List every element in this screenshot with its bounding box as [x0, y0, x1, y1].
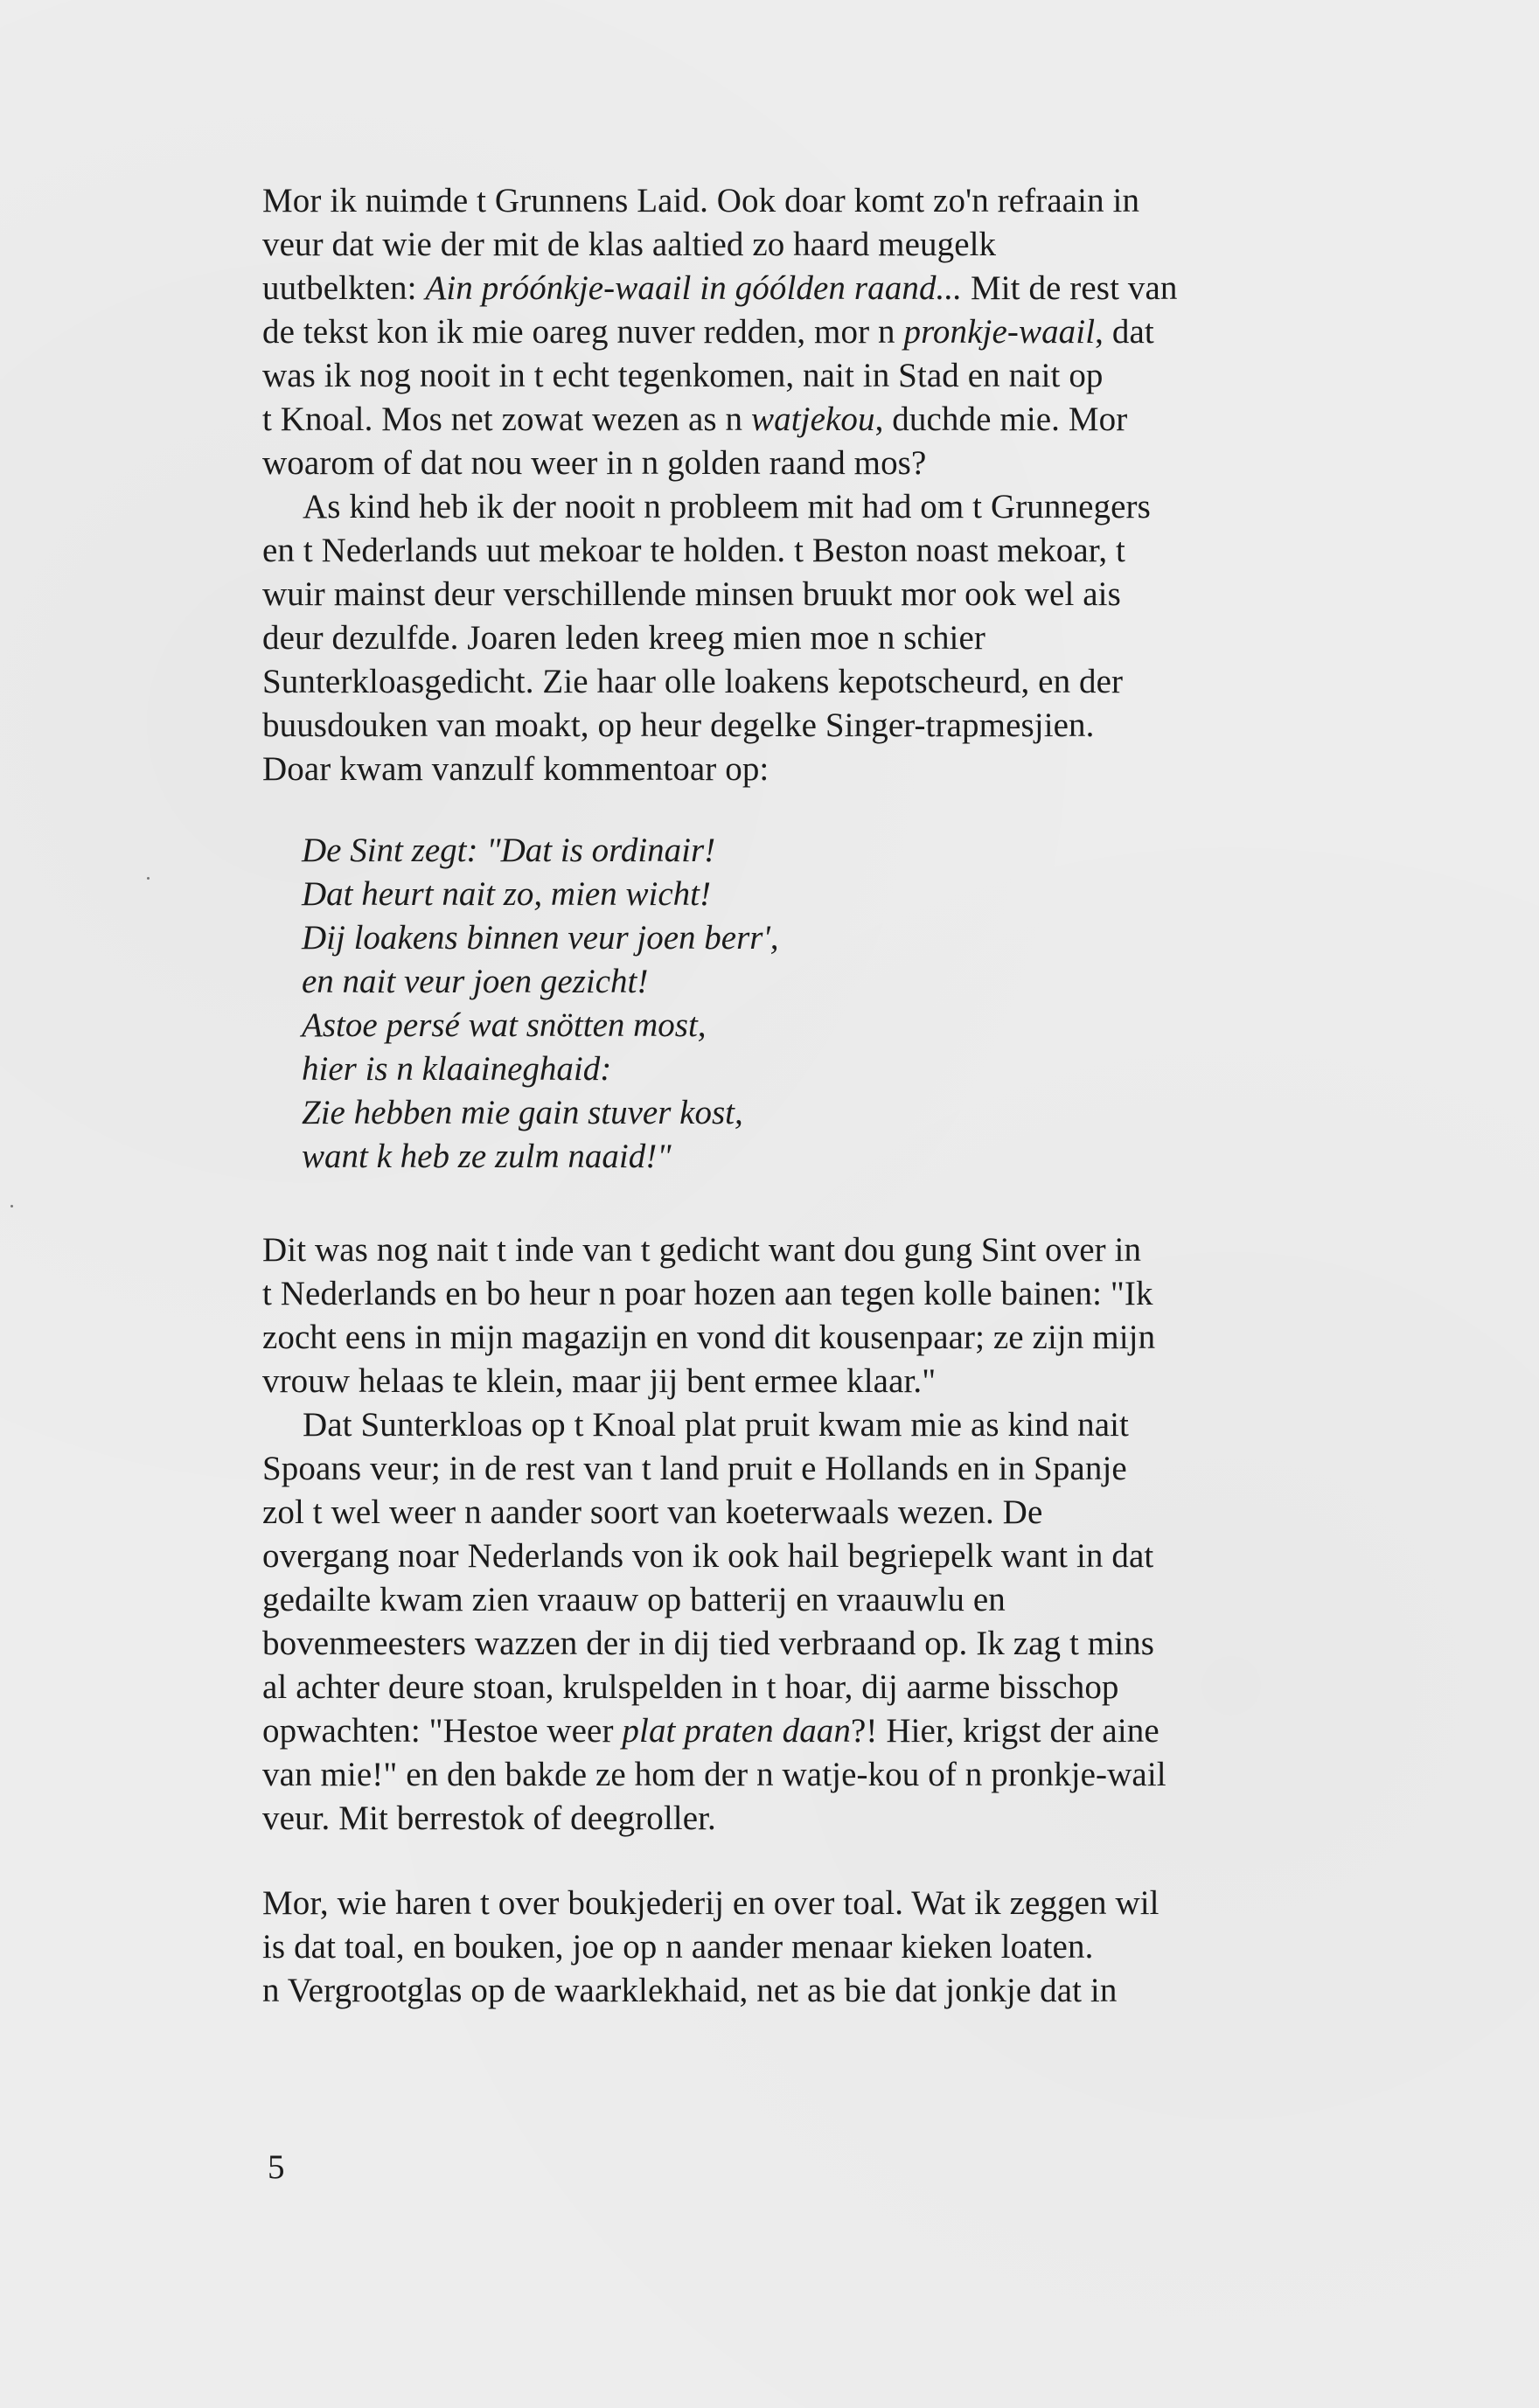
- poem: [302, 829, 1264, 1179]
- text-span: t Knoal. Mos net zowat wezen as n: [262, 400, 751, 438]
- poem-line: en nait veur joen gezicht!: [302, 963, 649, 1000]
- scan-speck: [10, 1205, 13, 1207]
- text-line: [262, 310, 1364, 354]
- scan-speck: [147, 877, 150, 880]
- text-line: [262, 267, 1364, 310]
- text-line: zol t wel weer n aander soort van koeterwaals wezen. De: [262, 1493, 1043, 1531]
- paragraph-2: [262, 485, 1364, 791]
- text-span: de tekst kon ik mie oareg nuver redden, mor n: [262, 313, 904, 351]
- text-line: zocht eens in mijn magazijn en vond dit kousenpaar; ze zijn mijn: [262, 1319, 1156, 1356]
- italic-term: pronkje-waail: [903, 313, 1096, 351]
- poem-line: Dat heurt nait zo, mien wicht!: [302, 875, 711, 913]
- text-line: n Vergrootglas op de waarklekhaid, net as bie dat jonkje dat in: [262, 1972, 1118, 2009]
- text-line: Dat Sunterkloas op t Knoal plat pruit kwam mie as kind nait: [303, 1406, 1129, 1444]
- paragraph-4: [262, 1403, 1364, 1841]
- poem-line: Dij loakens binnen veur joen berr',: [302, 919, 779, 957]
- text-line: [262, 398, 1364, 442]
- paragraph-3: [262, 1228, 1364, 1403]
- text-line: van mie!" en den bakde ze hom der n watje-kou of n pronkje-wail: [262, 1756, 1166, 1793]
- text-line: Dit was nog nait t inde van t gedicht want dou gung Sint over in: [262, 1231, 1142, 1269]
- text-line: bovenmeesters wazzen der in dij tied verbraand op. Ik zag t mins: [262, 1625, 1155, 1662]
- poem-line: De Sint zegt: "Dat is ordinair!: [302, 832, 716, 869]
- text-line: [262, 1709, 1364, 1753]
- text-line: woarom of dat nou weer in n golden raand mos?: [262, 444, 927, 482]
- text-span: ?! Hier, krigst der aine: [851, 1712, 1159, 1750]
- poem-line: want k heb ze zulm naaid!": [302, 1138, 672, 1175]
- poem-line: Astoe persé wat snötten most,: [302, 1006, 707, 1044]
- text-span: Mit de rest van: [962, 269, 1178, 307]
- paragraph-5: [262, 1882, 1364, 2013]
- poem-line: Zie hebben mie gain stuver kost,: [302, 1094, 743, 1131]
- italic-phrase: plat praten daan: [622, 1712, 851, 1750]
- text-line: t Nederlands en bo heur n poar hozen aan tegen kolle bainen: "Ik: [262, 1275, 1153, 1312]
- text-line: Sunterkloasgedicht. Zie haar olle loakens kepotscheurd, en der: [262, 663, 1124, 700]
- text-span: , duchde mie. Mor: [874, 400, 1128, 438]
- text-line: As kind heb ik der nooit n probleem mit had om t Grunnegers: [303, 488, 1151, 525]
- text-line: is dat toal, en bouken, joe op n aander menaar kieken loaten.: [262, 1928, 1094, 1966]
- text-line: al achter deure stoan, krulspelden in t hoar, dij aarme bisschop: [262, 1668, 1119, 1706]
- text-span: opwachten: "Hestoe weer: [262, 1712, 623, 1750]
- text-line: buusdouken van moakt, op heur degelke Singer-trapmesjien.: [262, 706, 1095, 744]
- text-line: veur. Mit berrestok of deegroller.: [262, 1799, 716, 1837]
- italic-refrain: Ain próónkje-waail in góólden raand...: [425, 269, 963, 307]
- text-line: vrouw helaas te klein, maar jij bent ermee klaar.": [262, 1362, 937, 1400]
- text-line: en t Nederlands uut mekoar te holden. t Beston noast mekoar, t: [262, 532, 1125, 569]
- text-line: deur dezulfde. Joaren leden kreeg mien moe n schier: [262, 619, 985, 657]
- text-line: Doar kwam vanzulf kommentoar op:: [262, 750, 770, 788]
- paragraph-1: [262, 179, 1364, 485]
- text-line: veur dat wie der mit de klas aaltied zo haard meugelk: [262, 226, 997, 263]
- text-line: Mor, wie haren t over boukjederij en over toal. Wat ik zeggen wil: [262, 1884, 1159, 1922]
- text-line: gedailte kwam zien vraauw op batterij en vraauwlu en: [262, 1581, 1006, 1618]
- text-span: , dat: [1095, 313, 1154, 351]
- text-line: wuir mainst deur verschillende minsen bruukt mor ook wel ais: [262, 575, 1121, 613]
- text-line: Mor ik nuimde t Grunnens Laid. Ook doar komt zo'n refraain in: [262, 182, 1140, 219]
- page-number: 5: [268, 2148, 285, 2186]
- text-line: overgang noar Nederlands von ik ook hail begriepelk want in dat: [262, 1537, 1154, 1575]
- text-line: Spoans veur; in de rest van t land pruit e Hollands en in Spanje: [262, 1450, 1127, 1487]
- italic-term: watjekou: [751, 400, 875, 438]
- text-span: uutbelkten:: [262, 269, 426, 307]
- text-line: was ik nog nooit in t echt tegenkomen, nait in Stad en nait op: [262, 357, 1104, 394]
- poem-line: hier is n klaaineghaid:: [302, 1050, 612, 1088]
